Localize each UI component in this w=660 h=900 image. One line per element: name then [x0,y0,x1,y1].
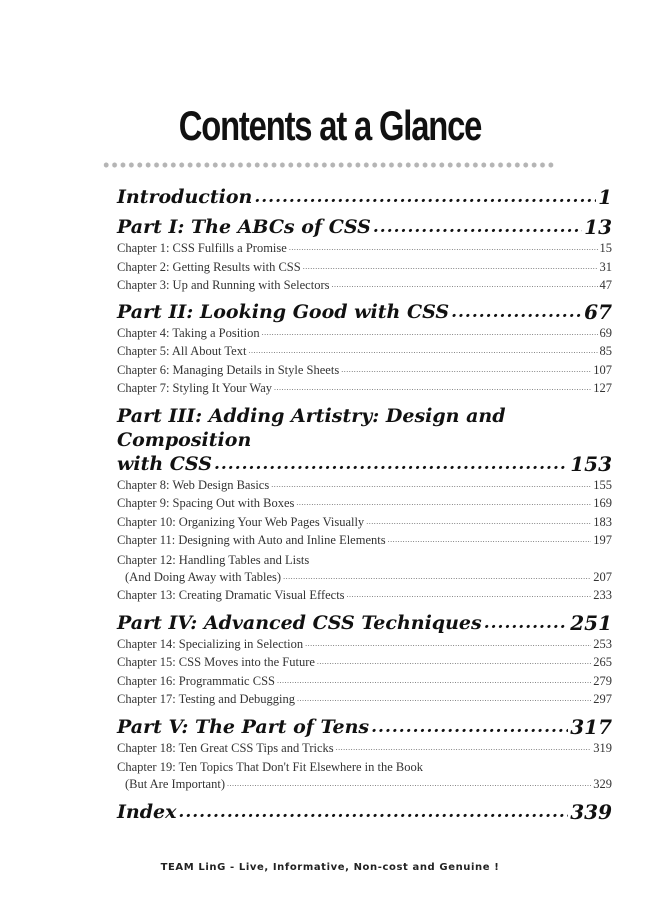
entry-page: 233 [593,588,612,602]
toc-chapter-19[interactable] [117,759,612,794]
toc-chapter-14[interactable] [117,635,612,654]
entry-page: 339 [570,799,612,824]
dot-leader [297,690,591,709]
entry-label: Chapter 14: Specializing in Selection [117,636,304,651]
entry-label: Chapter 15: CSS Moves into the Future [117,655,315,669]
dot-leader [283,568,591,587]
dot-leader [451,300,582,324]
toc-part-2[interactable] [117,300,612,324]
entry-page: 13 [584,215,612,239]
dot-leader [271,476,591,495]
entry-page: 85 [599,344,612,358]
entry-label: Chapter 4: Taking a Position [117,325,260,340]
entry-page: 297 [593,692,612,706]
toc-chapter-12[interactable] [117,552,612,587]
dot-leader [305,635,591,654]
entry-label-line1: Part III: Adding Artistry: Design and Composition [117,404,506,451]
table-of-contents [117,183,612,824]
entry-page: 265 [593,655,612,669]
entry-page: 207 [593,569,612,584]
dot-leader [347,586,592,605]
entry-label: Chapter 13: Creating Dramatic Visual Effects [117,588,345,602]
toc-chapter-10[interactable] [117,513,612,532]
dot-leader [336,739,592,758]
dot-leader [277,672,591,691]
dot-leader [317,653,591,672]
entry-label: Chapter 17: Testing and Debugging [117,692,296,706]
dot-leader [373,215,582,239]
toc-chapter-7[interactable] [117,379,612,398]
dot-leader [371,715,568,739]
entry-label: Chapter 18: Ten Great CSS Tips and Tricks [117,740,334,755]
toc-chapter-5[interactable] [117,342,612,361]
dot-leader [178,800,568,824]
entry-label: Chapter 9: Spacing Out with Boxes [117,496,295,510]
toc-chapter-8[interactable] [117,476,612,495]
toc-chapter-18[interactable] [117,739,612,758]
entry-page: 127 [593,381,612,395]
entry-page: 317 [570,714,612,739]
dot-leader [341,361,591,380]
entry-page: 15 [599,241,612,255]
entry-page: 47 [599,278,612,292]
entry-label: Chapter 3: Up and Running with Selectors [117,278,330,292]
entry-label-line1: Chapter 19: Ten Topics That Don't Fit Elsewhere in the Book [117,760,424,774]
entry-label: Chapter 1: CSS Fulfills a Promise [117,241,287,255]
entry-page: 153 [570,451,612,476]
dot-leader [296,494,591,513]
dot-leader [274,379,591,398]
entry-page: 31 [599,259,612,274]
footer-watermark: TEAM LinG - Live, Informative, Non-cost and Genuine ! [160,862,500,873]
dot-leader [388,531,592,550]
toc-part-3[interactable] [117,404,612,476]
entry-label-line2: (But Are Important) [125,777,225,791]
dot-leader [484,611,569,635]
toc-chapter-15[interactable] [117,653,612,672]
entry-label: Introduction [117,186,253,208]
toc-chapter-16[interactable] [117,672,612,691]
entry-page: 107 [593,362,612,377]
toc-part-1[interactable] [117,215,612,239]
entry-label: Part II: Looking Good with CSS [117,300,450,323]
dot-leader [227,775,591,794]
entry-page: 329 [593,777,612,791]
toc-chapter-1[interactable] [117,239,612,258]
toc-chapter-4[interactable] [117,324,612,343]
dot-leader [331,276,597,295]
entry-label: Part IV: Advanced CSS Techniques [117,611,482,634]
entry-label: Chapter 5: All About Text [117,344,247,358]
entry-page: 319 [593,740,612,755]
toc-chapter-2[interactable] [117,258,612,277]
entry-page: 251 [570,610,612,635]
toc-introduction[interactable] [117,185,612,209]
entry-label-line2: with CSS [117,452,212,475]
entry-page: 183 [593,514,612,529]
dot-leader [262,324,598,343]
entry-label: Chapter 8: Web Design Basics [117,477,270,492]
toc-chapter-3[interactable] [117,276,612,295]
entry-label: Part I: The ABCs of CSS [117,216,371,238]
toc-chapter-13[interactable] [117,586,612,605]
entry-label: Part V: The Part of Tens [117,715,370,738]
dot-leader [303,258,598,277]
toc-index[interactable] [117,800,612,824]
dot-leader [254,185,596,209]
entry-label: Chapter 2: Getting Results with CSS [117,259,301,274]
page-title: Contents at a Glance [178,102,482,149]
entry-page: 253 [593,636,612,651]
toc-chapter-9[interactable] [117,494,612,513]
dot-leader [289,239,598,258]
toc-part-5[interactable] [117,715,612,739]
entry-page: 155 [593,477,612,492]
entry-page: 169 [593,496,612,510]
entry-page: 67 [584,299,612,324]
toc-chapter-17[interactable] [117,690,612,709]
entry-label: Chapter 10: Organizing Your Web Pages Visually [117,514,365,529]
entry-label: Chapter 7: Styling It Your Way [117,381,273,395]
dot-leader [248,342,597,361]
dot-leader [214,452,568,476]
entry-label: Chapter 16: Programmatic CSS [117,673,275,688]
entry-label-line1: Chapter 12: Handling Tables and Lists [117,552,310,567]
dotted-divider [102,161,556,169]
entry-label: Chapter 11: Designing with Auto and Inline Elements [117,533,386,547]
entry-label: Chapter 6: Managing Details in Style Sheets [117,362,340,377]
entry-page: 1 [598,185,612,209]
toc-part-4[interactable] [117,611,612,635]
entry-page: 197 [593,533,612,547]
entry-label-line2: (And Doing Away with Tables) [125,569,282,584]
toc-chapter-6[interactable] [117,361,612,380]
entry-label: Index [117,800,177,823]
dot-leader [366,513,591,532]
toc-chapter-11[interactable] [117,531,612,550]
entry-page: 279 [593,673,612,688]
entry-page: 69 [599,325,612,340]
